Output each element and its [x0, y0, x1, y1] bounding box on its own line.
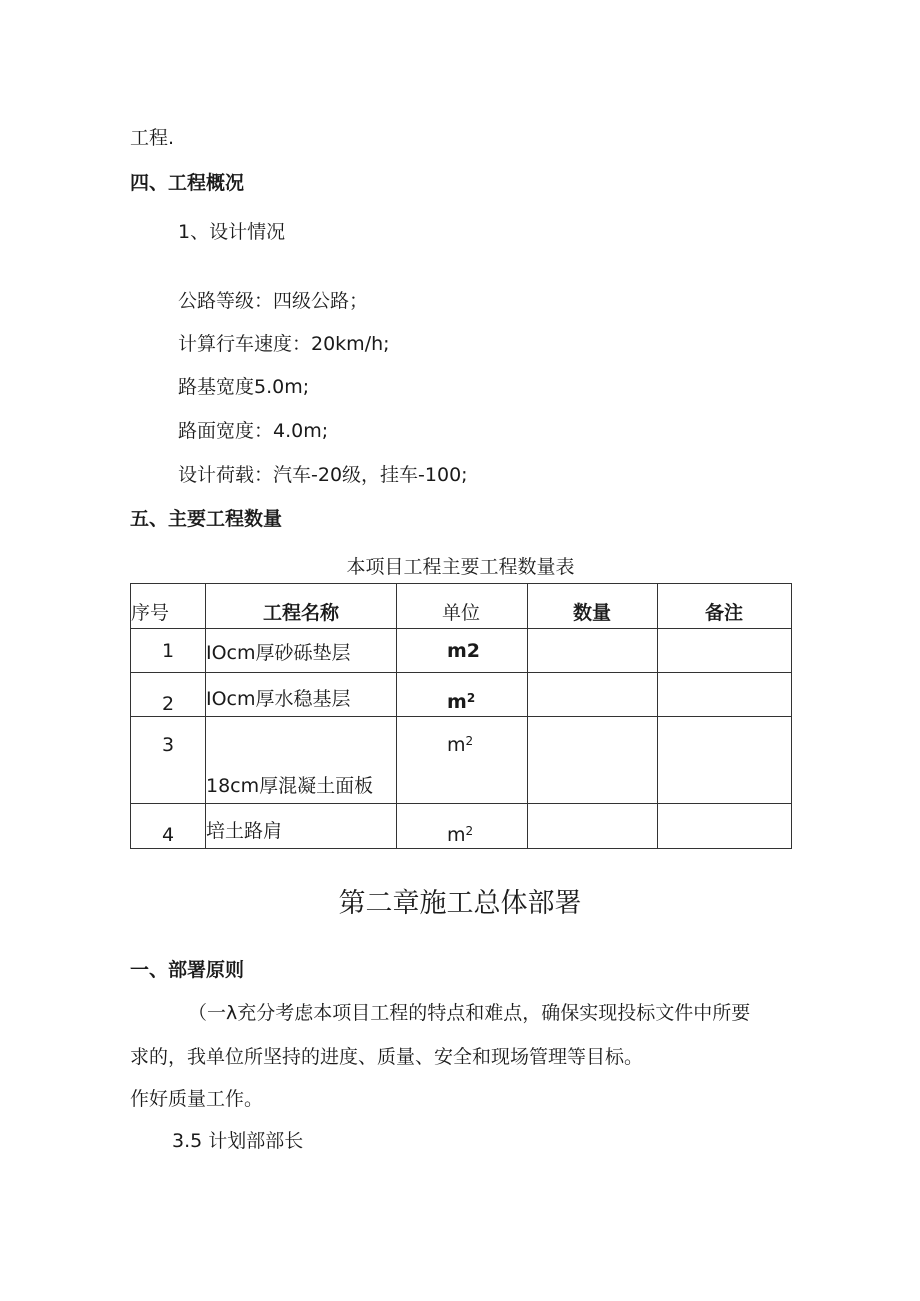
quantity-table [130, 583, 792, 849]
row-2-name: IOcm厚水稳基层 [206, 673, 397, 717]
row-2-no: 2 [131, 673, 206, 717]
column-header-unit: 单位 [397, 584, 528, 629]
table-row [131, 717, 792, 804]
row-1-no: 1 [131, 629, 206, 673]
row-4-no: 4 [131, 804, 206, 849]
spec-design-speed: 计算行车速度：20km∕h; [178, 333, 390, 355]
spec-design-load: 设计荷载：汽车-20级，挂车-100; [178, 464, 468, 486]
section-4-subheading: 1、设计情况 [178, 221, 286, 243]
row-3-name: 18cm厚混凝土面板 [206, 717, 397, 804]
table-caption: 本项目工程主要工程数量表 [346, 556, 575, 578]
principle-paragraph-line-2: 求的，我单位所坚持的进度、质量、安全和现场管理等目标。 [130, 1046, 644, 1068]
row-1-quantity [528, 629, 658, 673]
spec-road-grade: 公路等级：四级公路； [178, 290, 369, 312]
chapter-2-section-1-heading: 一、部署原则 [130, 959, 245, 981]
row-3-quantity [528, 717, 658, 804]
table-row [131, 673, 792, 717]
row-1-unit: m2 [397, 629, 528, 673]
table-header-row [131, 584, 792, 629]
section-4-heading: 四、工程概况 [130, 172, 245, 194]
row-3-unit: $m^2$ [397, 717, 528, 804]
principle-paragraph-line-1: （一λ充分考虑本项目工程的特点和难点，确保实现投标文件中所要 [188, 1002, 751, 1024]
row-4-unit: $m^2$ [397, 804, 528, 849]
section-5-heading: 五、主要工程数量 [130, 508, 283, 530]
row-4-note [658, 804, 792, 849]
item-3-5-planning-head: 3.5 计划部部长 [172, 1130, 304, 1152]
column-header-no: 序号 [131, 584, 206, 629]
row-3-note [658, 717, 792, 804]
row-4-quantity [528, 804, 658, 849]
spec-subgrade-width: 路基宽度5.0m; [178, 376, 310, 398]
column-header-note: 备注 [658, 584, 792, 629]
row-2-note [658, 673, 792, 717]
chapter-2-title: 第二章施工总体部署 [338, 888, 582, 919]
table-row [131, 629, 792, 673]
spec-pavement-width: 路面宽度：4.0m; [178, 420, 329, 442]
intro-fragment: 工程. [130, 127, 175, 149]
table-row [131, 804, 792, 849]
row-1-name: IOcm厚砂砾垫层 [206, 629, 397, 673]
column-header-name: 工程名称 [206, 584, 397, 629]
row-2-unit: $m^2$ [397, 673, 528, 717]
quality-work-line: 作好质量工作。 [130, 1088, 264, 1110]
row-1-note [658, 629, 792, 673]
row-4-name: 培土路肩 [206, 804, 397, 849]
row-2-quantity [528, 673, 658, 717]
row-3-no: 3 [131, 717, 206, 804]
column-header-quantity: 数量 [528, 584, 658, 629]
